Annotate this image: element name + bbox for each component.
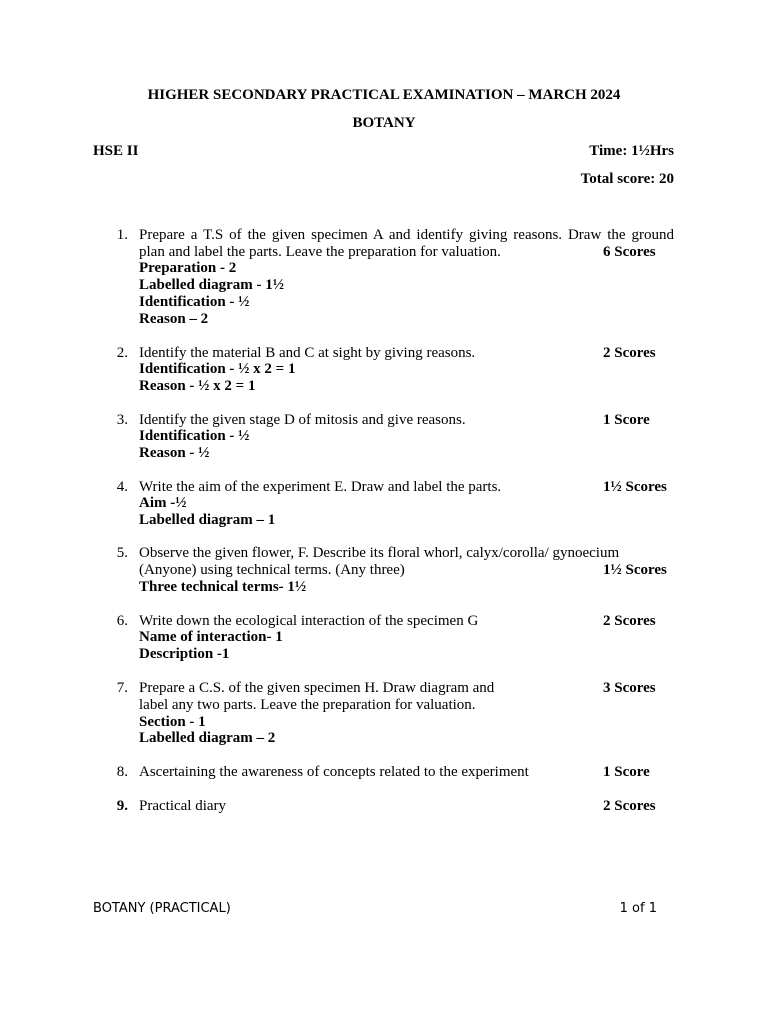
- question-text: Prepare a C.S. of the given specimen H. Draw diagram and: [139, 680, 495, 696]
- question-score: 6 Scores: [603, 244, 656, 260]
- question-number: 3.: [116, 412, 128, 428]
- question-score: 2 Scores: [603, 345, 656, 361]
- question-number: 8.: [116, 764, 128, 780]
- question-text: Observe the given flower, F. Describe its floral whorl, calyx/corolla/ gynoecium: [139, 545, 620, 561]
- question-number: 1.: [116, 227, 128, 243]
- question-text: Prepare a T.S of the given specimen A and identify giving reasons. Draw the ground: [139, 227, 674, 243]
- question-text: label any two parts. Leave the preparation for valuation.: [139, 697, 476, 713]
- question-text: Practical diary: [139, 798, 227, 814]
- question-number: 5.: [116, 545, 128, 561]
- marking-criterion: Reason – 2: [139, 311, 209, 327]
- time-label: Time: 1½Hrs: [589, 143, 674, 159]
- question-score: 1½ Scores: [603, 479, 667, 495]
- marking-criterion: Identification - ½: [139, 294, 250, 310]
- question-text: Write down the ecological interaction of the specimen G: [139, 613, 479, 629]
- footer-subject: BOTANY (PRACTICAL): [93, 901, 231, 916]
- question-number: 6.: [116, 613, 128, 629]
- marking-criterion: Section - 1: [139, 714, 206, 730]
- question-text: plan and label the parts. Leave the preparation for valuation.: [139, 244, 501, 260]
- question-text: Identify the material B and C at sight by giving reasons.: [139, 345, 476, 361]
- marking-criterion: Identification - ½: [139, 428, 250, 444]
- marking-criterion: Labelled diagram - 1½: [139, 277, 284, 293]
- marking-criterion: Aim -½: [139, 495, 187, 511]
- marking-criterion: Labelled diagram – 1: [139, 512, 276, 528]
- total-score-label: Total score: 20: [580, 171, 674, 187]
- question-score: 2 Scores: [603, 613, 656, 629]
- footer-page-number: 1 of 1: [619, 901, 657, 916]
- marking-criterion: Reason - ½ x 2 = 1: [139, 378, 256, 394]
- marking-criterion: Preparation - 2: [139, 260, 237, 276]
- marking-criterion: Description -1: [139, 646, 230, 662]
- question-score: 1½ Scores: [603, 562, 667, 578]
- question-score: 1 Score: [603, 412, 650, 428]
- question-number: 2.: [116, 345, 128, 361]
- question-number: 7.: [116, 680, 128, 696]
- question-number: 4.: [116, 479, 128, 495]
- marking-criterion: Identification - ½ x 2 = 1: [139, 361, 296, 377]
- question-number: 9.: [116, 798, 128, 814]
- subject-title: BOTANY: [352, 115, 416, 131]
- question-text: Identify the given stage D of mitosis and give reasons.: [139, 412, 466, 428]
- question-score: 2 Scores: [603, 798, 656, 814]
- marking-criterion: Reason - ½: [139, 445, 210, 461]
- question-text: Write the aim of the experiment E. Draw and label the parts.: [139, 479, 502, 495]
- marking-criterion: Name of interaction- 1: [139, 629, 283, 645]
- question-text: (Anyone) using technical terms. (Any three): [139, 562, 405, 578]
- question-text: Ascertaining the awareness of concepts related to the experiment: [139, 764, 529, 780]
- exam-title: HIGHER SECONDARY PRACTICAL EXAMINATION – MARCH 2024: [147, 87, 621, 103]
- question-score: 1 Score: [603, 764, 650, 780]
- marking-criterion: Labelled diagram – 2: [139, 730, 276, 746]
- marking-criterion: Three technical terms- 1½: [139, 579, 307, 595]
- question-score: 3 Scores: [603, 680, 656, 696]
- class-label: HSE II: [93, 143, 139, 159]
